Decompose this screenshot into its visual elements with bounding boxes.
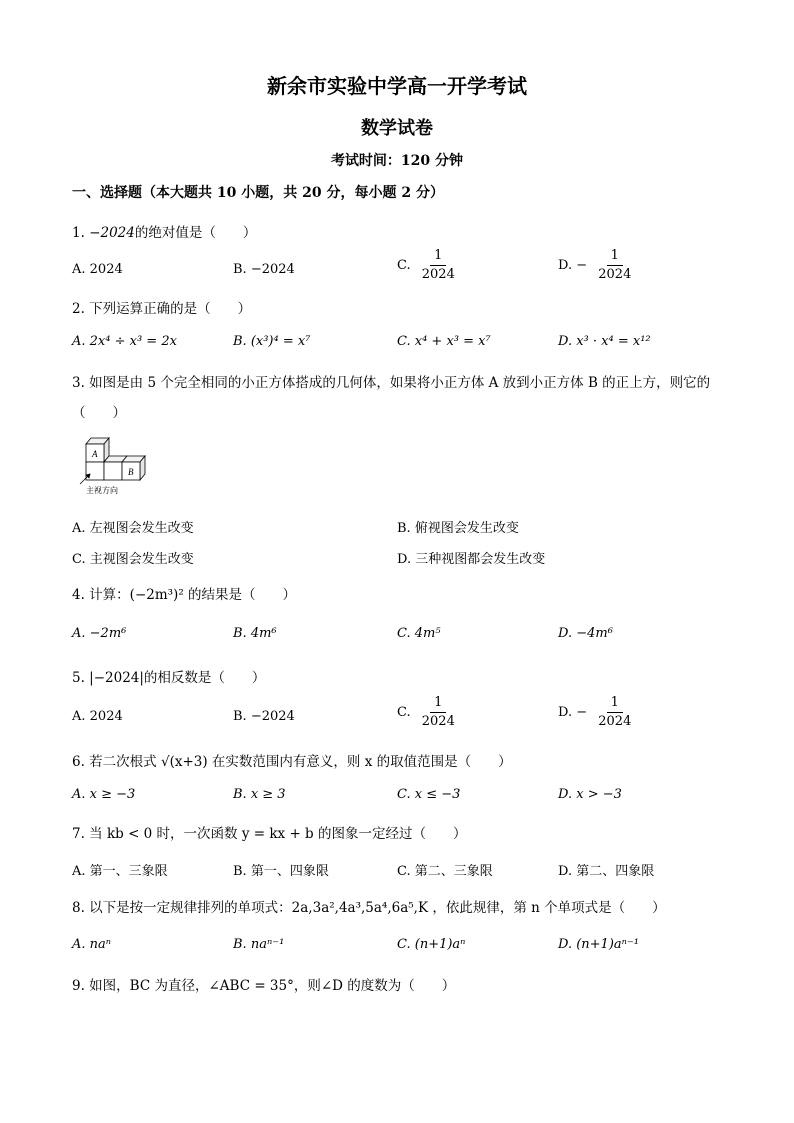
q4-option-b: B. 4m⁶ bbox=[233, 626, 277, 641]
q2-stem: 2. 下列运算正确的是（ ） bbox=[72, 301, 252, 317]
q5-d-label: D. − bbox=[558, 705, 588, 720]
q1-c-fraction bbox=[418, 248, 459, 283]
q2-option-a: A. 2x⁴ ÷ x³ = 2x bbox=[72, 334, 177, 349]
section-heading: 一、选择题（本大题共 10 小题，共 20 分，每小题 2 分） bbox=[72, 185, 444, 201]
q1-text: 的绝对值是（ ） bbox=[134, 225, 257, 241]
q1-option-c bbox=[397, 248, 462, 283]
q3-option-d: D. 三种视图都会发生改变 bbox=[397, 552, 546, 567]
q1-option-a: A. 2024 bbox=[72, 262, 123, 277]
q3-cube-figure bbox=[76, 434, 156, 496]
q1-number: 1. bbox=[72, 225, 85, 241]
q1-d-label: D. − bbox=[558, 258, 588, 273]
front-view-caption: 主视方向 bbox=[86, 486, 118, 495]
q8-stem: 8. 以下是按一定规律排列的单项式：2a,3a²,4a³,5a⁴,6a⁵,K ，依此规律，第 n 个单项式是（ ） bbox=[72, 900, 666, 916]
q6-option-c: C. x ≤ −3 bbox=[397, 787, 461, 802]
q5-c-numerator: 1 bbox=[430, 695, 446, 713]
q7-option-b: B. 第一、四象限 bbox=[233, 864, 329, 879]
q6-option-b: B. x ≥ 3 bbox=[233, 787, 286, 802]
q5-c-fraction bbox=[418, 695, 459, 730]
q5-d-fraction bbox=[594, 695, 635, 730]
q1-d-fraction bbox=[594, 248, 635, 283]
q9-stem: 9. 如图，BC 为直径，∠ABC = 35°，则∠D 的度数为（ ） bbox=[72, 978, 456, 994]
q1-option-d bbox=[558, 248, 638, 283]
q3-option-b: B. 俯视图会发生改变 bbox=[397, 521, 519, 536]
q4-stem: 4. 计算：(−2m³)² 的结果是（ ） bbox=[72, 587, 297, 603]
q5-c-denominator: 2024 bbox=[421, 714, 455, 729]
q4-option-d: D. −4m⁶ bbox=[558, 626, 613, 641]
q1-stem bbox=[72, 221, 256, 241]
q8-option-d: D. (n+1)aⁿ⁻¹ bbox=[558, 937, 639, 952]
q8-option-c: C. (n+1)aⁿ bbox=[397, 937, 466, 952]
q1-option-b: B. −2024 bbox=[233, 262, 295, 277]
q8-option-b: B. naⁿ⁻¹ bbox=[233, 937, 285, 952]
q1-d-denominator: 2024 bbox=[598, 267, 632, 282]
exam-title: 新余市实验中学高一开学考试 bbox=[267, 74, 527, 98]
q5-option-d bbox=[558, 695, 638, 730]
q5-d-denominator: 2024 bbox=[598, 714, 632, 729]
q6-option-a: A. x ≥ −3 bbox=[72, 787, 136, 802]
q8-option-a: A. naⁿ bbox=[72, 937, 112, 952]
q1-expr: −2024 bbox=[89, 225, 135, 241]
q3-option-c: C. 主视图会发生改变 bbox=[72, 552, 194, 567]
q5-option-c bbox=[397, 695, 462, 730]
q5-d-numerator: 1 bbox=[607, 695, 623, 713]
q2-option-c: C. x⁴ + x³ = x⁷ bbox=[397, 334, 491, 349]
q6-option-d: D. x > −3 bbox=[558, 787, 622, 802]
q1-d-numerator: 1 bbox=[607, 248, 623, 266]
q1-c-label: C. bbox=[397, 258, 411, 273]
q7-stem: 7. 当 kb < 0 时，一次函数 y = kx + b 的图象一定经过（ ） bbox=[72, 826, 467, 842]
q5-stem: 5. |−2024|的相反数是（ ） bbox=[72, 670, 266, 686]
q3-stem-line2: （ ） bbox=[72, 405, 126, 421]
cube-diagram bbox=[76, 434, 156, 496]
q7-option-a: A. 第一、三象限 bbox=[72, 864, 168, 879]
q7-option-d: D. 第二、四象限 bbox=[558, 864, 655, 879]
q3-option-a: A. 左视图会发生改变 bbox=[72, 521, 194, 536]
q1-c-denominator: 2024 bbox=[421, 267, 455, 282]
q2-option-d: D. x³ · x⁴ = x¹² bbox=[558, 334, 651, 349]
q5-option-b: B. −2024 bbox=[233, 709, 295, 724]
q5-option-a: A. 2024 bbox=[72, 709, 123, 724]
exam-time: 考试时间：120 分钟 bbox=[330, 153, 464, 169]
q1-c-numerator: 1 bbox=[430, 248, 446, 266]
q5-c-label: C. bbox=[397, 705, 411, 720]
cube-b-label: B bbox=[128, 467, 134, 477]
q4-option-c: C. 4m⁵ bbox=[397, 626, 441, 641]
q3-stem-line1: 3. 如图是由 5 个完全相同的小正方体搭成的几何体，如果将小正方体 A 放到小正方体 B 的正上方，则它的 bbox=[72, 375, 711, 391]
cube-a-label: A bbox=[92, 449, 98, 459]
q2-option-b: B. (x³)⁴ = x⁷ bbox=[233, 334, 311, 349]
q7-option-c: C. 第二、三象限 bbox=[397, 864, 493, 879]
q4-option-a: A. −2m⁶ bbox=[72, 626, 127, 641]
exam-subtitle: 数学试卷 bbox=[361, 118, 433, 139]
q6-stem: 6. 若二次根式 √(x+3) 在实数范围内有意义，则 x 的取值范围是（ ） bbox=[72, 754, 512, 770]
